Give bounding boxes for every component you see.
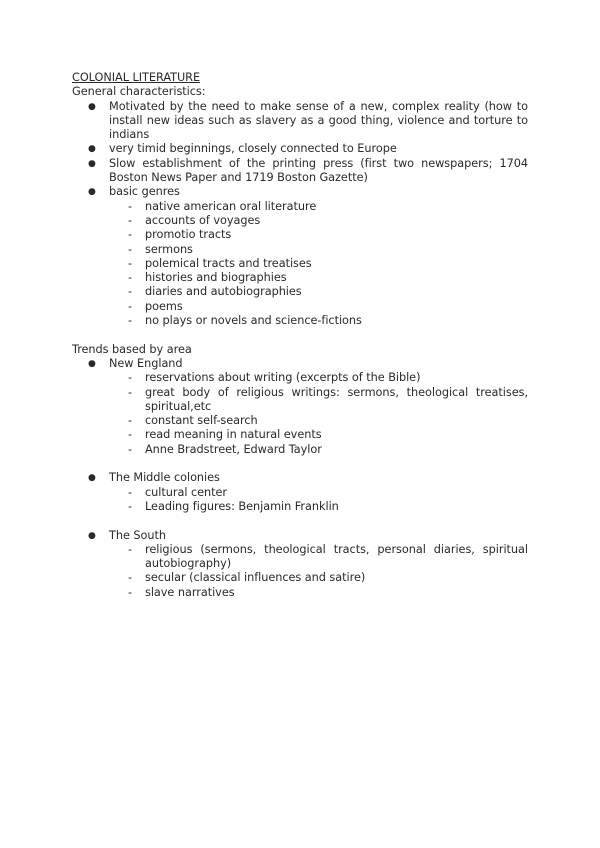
sub-list-item-text: native american oral literature	[145, 199, 317, 213]
sub-list-item	[109, 443, 528, 457]
dash-icon: -	[128, 428, 133, 442]
area-middle-colonies	[72, 471, 528, 528]
sub-list-item-text: cultural center	[145, 485, 227, 499]
trends-heading: Trends based by area	[72, 342, 192, 356]
sub-list-item	[109, 486, 528, 500]
sub-list-item	[109, 371, 528, 385]
general-characteristics-list	[72, 100, 528, 329]
sub-list-item-text: slave narratives	[145, 585, 235, 599]
list-item-text: Slow establishment of the printing press (first two newspapers; 1704 Boston News Paper and 1719 Boston Gazette)	[109, 156, 528, 185]
sub-list-item	[109, 500, 528, 514]
bullet-icon: ●	[88, 358, 96, 369]
sub-list-item-text: reservations about writing (excerpts of the Bible)	[145, 371, 421, 385]
blank-line	[109, 457, 528, 471]
sub-list-item	[109, 285, 528, 299]
blank-line	[72, 328, 528, 342]
area-new-england	[72, 357, 528, 471]
dash-icon: -	[128, 414, 133, 428]
dash-icon: -	[128, 542, 133, 556]
dash-icon: -	[128, 385, 133, 399]
dash-icon: -	[128, 371, 133, 385]
bullet-icon: ●	[88, 101, 96, 112]
list-item	[72, 185, 528, 328]
area-items-list	[109, 371, 528, 457]
bullet-icon: ●	[88, 144, 96, 155]
sub-list-item-text: sermons	[145, 242, 193, 256]
dash-icon: -	[128, 213, 133, 227]
dash-icon: -	[128, 485, 133, 499]
bullet-icon: ●	[88, 158, 96, 169]
dash-icon: -	[128, 499, 133, 513]
sub-list-item-text: read meaning in natural events	[145, 428, 322, 442]
sub-list-item	[109, 200, 528, 214]
sub-list-item-text: no plays or novels and science-fictions	[145, 314, 362, 328]
dash-icon: -	[128, 228, 133, 242]
dash-icon: -	[128, 271, 133, 285]
blank-line	[109, 514, 528, 528]
dash-icon: -	[128, 242, 133, 256]
dash-icon: -	[128, 256, 133, 270]
dash-icon: -	[128, 442, 133, 456]
dash-icon: -	[128, 299, 133, 313]
sub-list-item-text: Leading figures: Benjamin Franklin	[145, 499, 339, 513]
list-item-text: very timid beginnings, closely connected to Europe	[109, 142, 397, 156]
sub-list-item	[109, 243, 528, 257]
dash-icon: -	[128, 585, 133, 599]
sub-list-item-text: diaries and autobiographies	[145, 285, 302, 299]
sub-list-item	[109, 300, 528, 314]
list-item	[72, 142, 528, 156]
area-items-list	[109, 486, 528, 515]
sub-list-item	[109, 257, 528, 271]
genres-list	[109, 200, 528, 329]
sub-list-item-text: histories and biographies	[145, 271, 287, 285]
document-page	[72, 71, 528, 600]
area-name: The South	[109, 528, 166, 542]
area-items-list	[109, 543, 528, 600]
sub-list-item-text: great body of religious writings: sermons, theological treatises, spiritual,etc	[145, 385, 528, 413]
list-item-text: basic genres	[109, 185, 180, 199]
area-the-south	[72, 529, 528, 600]
sub-list-item	[109, 414, 528, 428]
sub-list-item	[109, 214, 528, 228]
areas-list	[72, 357, 528, 600]
document-title: COLONIAL LITERATURE	[72, 71, 201, 84]
list-item	[72, 100, 528, 143]
sub-list-item-text: accounts of voyages	[145, 213, 261, 227]
sub-list-item-text: constant self-search	[145, 414, 258, 428]
sub-list-item	[109, 314, 528, 328]
dash-icon: -	[128, 571, 133, 585]
sub-list-item	[109, 543, 528, 572]
sub-list-item-text: promotio tracts	[145, 228, 232, 242]
sub-list-item	[109, 228, 528, 242]
bullet-icon: ●	[88, 530, 96, 541]
bullet-icon: ●	[88, 187, 96, 198]
list-item-text: Motivated by the need to make sense of a new, complex reality (how to install new ideas such as slavery as a good thing, violence and torture to indians	[109, 99, 528, 142]
sub-list-item-text: secular (classical influences and satire)	[145, 571, 366, 585]
list-item	[72, 157, 528, 186]
dash-icon: -	[128, 285, 133, 299]
general-heading: General characteristics:	[72, 85, 206, 99]
area-name: New England	[109, 356, 183, 370]
sub-list-item	[109, 271, 528, 285]
area-name: The Middle colonies	[109, 471, 220, 485]
sub-list-item-text: polemical tracts and treatises	[145, 256, 312, 270]
sub-list-item	[109, 428, 528, 442]
bullet-icon: ●	[88, 473, 96, 484]
dash-icon: -	[128, 199, 133, 213]
sub-list-item	[109, 386, 528, 415]
sub-list-item-text: poems	[145, 299, 183, 313]
dash-icon: -	[128, 314, 133, 328]
sub-list-item	[109, 586, 528, 600]
sub-list-item-text: Anne Bradstreet, Edward Taylor	[145, 442, 322, 456]
sub-list-item	[109, 571, 528, 585]
sub-list-item-text: religious (sermons, theological tracts, personal diaries, spiritual autobiography)	[145, 542, 528, 571]
